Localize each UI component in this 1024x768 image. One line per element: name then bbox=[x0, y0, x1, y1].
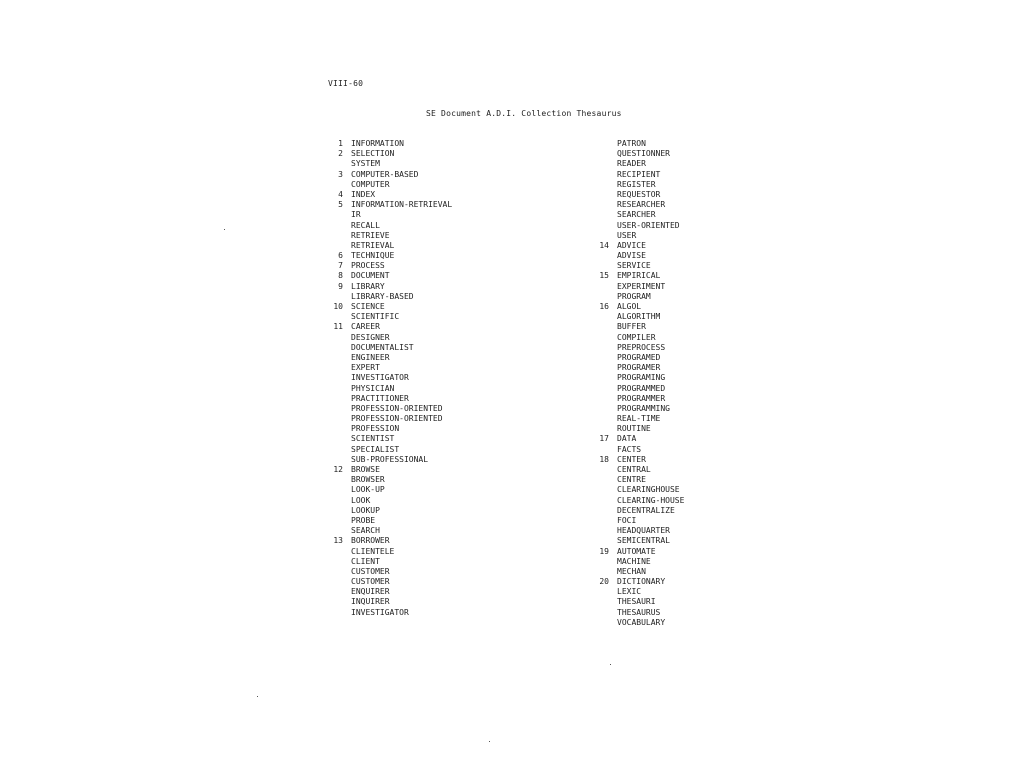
entry-term: PROCESS bbox=[351, 261, 385, 271]
entry-number: 1 bbox=[338, 139, 343, 148]
entry-term: BROWSER bbox=[351, 475, 385, 485]
thesaurus-entry bbox=[594, 506, 794, 516]
entry-term: READER bbox=[617, 159, 646, 169]
entry-term: ALGOL bbox=[617, 302, 642, 311]
thesaurus-entry bbox=[594, 221, 794, 231]
thesaurus-entry bbox=[328, 159, 528, 169]
entry-term: BUFFER bbox=[617, 322, 646, 332]
entry-term: RETRIEVAL bbox=[351, 240, 395, 250]
entry-term: SEMICENTRAL bbox=[617, 536, 670, 546]
entry-term: CUSTOMER bbox=[351, 577, 390, 587]
thesaurus-entry bbox=[594, 251, 794, 261]
entry-term: INQUIRER bbox=[351, 597, 390, 607]
thesaurus-entry bbox=[594, 322, 794, 332]
entry-term: THESAURI bbox=[617, 597, 656, 607]
entry-term: CENTER bbox=[617, 454, 646, 464]
entry-term: DICTIONARY bbox=[617, 577, 666, 587]
entry-term: LIBRARY-BASED bbox=[351, 291, 414, 301]
entry-term: PROGRAMED bbox=[617, 352, 661, 362]
thesaurus-entry bbox=[594, 292, 794, 302]
thesaurus-entry bbox=[328, 302, 528, 312]
thesaurus-entry bbox=[328, 424, 528, 434]
entry-term: REQUESTOR bbox=[617, 189, 661, 199]
thesaurus-entry bbox=[594, 282, 794, 292]
entry-term: SEARCHER bbox=[617, 210, 656, 220]
thesaurus-entry bbox=[594, 373, 794, 383]
thesaurus-entry bbox=[328, 567, 528, 577]
thesaurus-entry bbox=[594, 159, 794, 169]
scan-speck bbox=[489, 741, 490, 742]
entry-term: RECIPIENT bbox=[617, 169, 661, 179]
document-title: SE Document A.D.I. Collection Thesaurus bbox=[426, 109, 622, 118]
thesaurus-entry bbox=[594, 384, 794, 394]
thesaurus-entry bbox=[594, 608, 794, 618]
entry-term: CAREER bbox=[351, 322, 380, 332]
entry-term: CLEARING-HOUSE bbox=[617, 495, 685, 505]
entry-term: COMPUTER-BASED bbox=[351, 169, 419, 179]
entry-term: PROGRAMER bbox=[617, 363, 661, 373]
thesaurus-entry bbox=[594, 149, 794, 159]
thesaurus-entry bbox=[328, 526, 528, 536]
thesaurus-entry bbox=[328, 190, 528, 200]
entry-number: 10 bbox=[333, 302, 343, 311]
entry-number: 12 bbox=[333, 465, 343, 474]
entry-number: 14 bbox=[599, 240, 609, 250]
entry-term: PROGRAMING bbox=[617, 373, 666, 383]
thesaurus-entry bbox=[594, 434, 794, 444]
thesaurus-entry bbox=[328, 322, 528, 332]
thesaurus-entry bbox=[328, 180, 528, 190]
entry-term: USER bbox=[617, 230, 637, 240]
thesaurus-entry bbox=[594, 353, 794, 363]
entry-number: 17 bbox=[599, 434, 609, 444]
entry-term: ALGORITHM bbox=[617, 312, 661, 322]
thesaurus-entry bbox=[328, 363, 528, 373]
entry-term: AUTOMATE bbox=[617, 546, 656, 556]
entry-number: 3 bbox=[338, 169, 343, 179]
page-number: VIII-60 bbox=[328, 79, 364, 88]
thesaurus-entry bbox=[328, 353, 528, 363]
thesaurus-entry bbox=[328, 312, 528, 322]
thesaurus-entry bbox=[328, 139, 528, 149]
thesaurus-entry bbox=[594, 190, 794, 200]
entry-term: TECHNIQUE bbox=[351, 251, 395, 261]
entry-number: 11 bbox=[333, 322, 343, 332]
entry-term: HEADQUARTER bbox=[617, 526, 670, 536]
entry-term: SELECTION bbox=[351, 149, 395, 159]
entry-term: LEXIC bbox=[617, 587, 642, 597]
entry-term: THESAURUS bbox=[617, 607, 661, 617]
entry-term: CUSTOMER bbox=[351, 566, 390, 576]
entry-term: ENQUIRER bbox=[351, 587, 390, 597]
entry-term: VOCABULARY bbox=[617, 617, 666, 627]
entry-number: 20 bbox=[599, 577, 609, 587]
thesaurus-entry bbox=[328, 557, 528, 567]
thesaurus-entry bbox=[594, 445, 794, 455]
thesaurus-entry bbox=[328, 516, 528, 526]
thesaurus-entry bbox=[594, 414, 794, 424]
thesaurus-entry bbox=[594, 587, 794, 597]
entry-number: 13 bbox=[333, 536, 343, 546]
entry-term: LIBRARY bbox=[351, 281, 385, 291]
entry-term: SEARCH bbox=[351, 526, 380, 536]
thesaurus-entry bbox=[328, 241, 528, 251]
scan-speck bbox=[257, 696, 258, 697]
thesaurus-entry bbox=[594, 496, 794, 506]
thesaurus-entry bbox=[328, 475, 528, 485]
entry-number: 16 bbox=[599, 302, 609, 311]
entry-term: DOCUMENTALIST bbox=[351, 342, 414, 352]
thesaurus-entry bbox=[594, 200, 794, 210]
entry-term: COMPUTER bbox=[351, 179, 390, 189]
thesaurus-entry bbox=[594, 170, 794, 180]
entry-term: ROUTINE bbox=[617, 424, 651, 434]
thesaurus-entry bbox=[594, 475, 794, 485]
thesaurus-entry bbox=[594, 312, 794, 322]
thesaurus-entry bbox=[328, 271, 528, 281]
entry-number: 19 bbox=[599, 546, 609, 556]
entry-number: 6 bbox=[338, 251, 343, 261]
entry-number: 7 bbox=[338, 261, 343, 271]
thesaurus-entry bbox=[594, 485, 794, 495]
entry-term: USER-ORIENTED bbox=[617, 220, 680, 230]
thesaurus-entry bbox=[594, 424, 794, 434]
entry-term: QUESTIONNER bbox=[617, 149, 670, 159]
entry-term: REGISTER bbox=[617, 179, 656, 189]
thesaurus-entry bbox=[594, 394, 794, 404]
thesaurus-entry bbox=[594, 597, 794, 607]
entry-term: CENTRAL bbox=[617, 465, 651, 474]
thesaurus-entry bbox=[594, 577, 794, 587]
entry-term: LOOK-UP bbox=[351, 485, 385, 495]
thesaurus-entry bbox=[594, 465, 794, 475]
entry-term: INFORMATION-RETRIEVAL bbox=[351, 200, 453, 210]
thesaurus-entry bbox=[328, 210, 528, 220]
entry-term: ADVICE bbox=[617, 240, 646, 250]
entry-term: RECALL bbox=[351, 220, 380, 230]
thesaurus-left-column bbox=[328, 139, 528, 618]
entry-term: PHYSICIAN bbox=[351, 383, 395, 393]
entry-term: BORROWER bbox=[351, 536, 390, 546]
thesaurus-entry bbox=[328, 292, 528, 302]
entry-term: SCIENTIFIC bbox=[351, 312, 400, 322]
entry-term: MECHAN bbox=[617, 566, 646, 576]
thesaurus-entry bbox=[328, 414, 528, 424]
scan-speck bbox=[224, 229, 225, 230]
thesaurus-entry bbox=[328, 536, 528, 546]
thesaurus-entry bbox=[328, 506, 528, 516]
thesaurus-entry bbox=[594, 567, 794, 577]
entry-number: 4 bbox=[338, 189, 343, 199]
thesaurus-entry bbox=[594, 139, 794, 149]
thesaurus-entry bbox=[594, 241, 794, 251]
entry-term: DECENTRALIZE bbox=[617, 505, 675, 515]
thesaurus-entry bbox=[328, 170, 528, 180]
entry-term: CLEARINGHOUSE bbox=[617, 485, 680, 495]
scan-speck bbox=[610, 664, 611, 665]
thesaurus-entry bbox=[328, 373, 528, 383]
entry-number: 9 bbox=[338, 281, 343, 291]
entry-term: SCIENCE bbox=[351, 302, 385, 311]
entry-term: SYSTEM bbox=[351, 159, 380, 169]
thesaurus-entry bbox=[328, 445, 528, 455]
entry-term: PROGRAMMER bbox=[617, 393, 666, 403]
entry-term: DESIGNER bbox=[351, 332, 390, 342]
thesaurus-entry bbox=[594, 333, 794, 343]
thesaurus-entry bbox=[328, 434, 528, 444]
entry-term: PREPROCESS bbox=[617, 342, 666, 352]
thesaurus-entry bbox=[594, 261, 794, 271]
thesaurus-entry bbox=[594, 210, 794, 220]
thesaurus-entry bbox=[594, 271, 794, 281]
entry-term: COMPILER bbox=[617, 332, 656, 342]
thesaurus-entry bbox=[328, 547, 528, 557]
entry-term: EXPERIMENT bbox=[617, 281, 666, 291]
thesaurus-entry bbox=[328, 221, 528, 231]
thesaurus-entry bbox=[328, 404, 528, 414]
thesaurus-entry bbox=[328, 200, 528, 210]
thesaurus-entry bbox=[594, 618, 794, 628]
thesaurus-entry bbox=[594, 516, 794, 526]
entry-term: CLIENT bbox=[351, 556, 380, 566]
entry-term: DATA bbox=[617, 434, 637, 444]
thesaurus-entry bbox=[594, 343, 794, 353]
entry-term: SPECIALIST bbox=[351, 444, 400, 454]
entry-term: RESEARCHER bbox=[617, 200, 666, 210]
thesaurus-right-column bbox=[594, 139, 794, 628]
thesaurus-entry bbox=[328, 149, 528, 159]
entry-term: PROBE bbox=[351, 515, 376, 525]
thesaurus-entry bbox=[328, 394, 528, 404]
entry-term: DOCUMENT bbox=[351, 271, 390, 281]
entry-term: PRACTITIONER bbox=[351, 393, 409, 403]
thesaurus-entry bbox=[594, 455, 794, 465]
thesaurus-entry bbox=[328, 496, 528, 506]
thesaurus-entry bbox=[594, 302, 794, 312]
entry-term: IR bbox=[351, 210, 361, 220]
thesaurus-entry bbox=[594, 526, 794, 536]
entry-number: 15 bbox=[599, 271, 609, 281]
entry-term: PROGRAM bbox=[617, 291, 651, 301]
thesaurus-entry bbox=[328, 485, 528, 495]
thesaurus-entry bbox=[328, 231, 528, 241]
entry-term: CENTRE bbox=[617, 475, 646, 485]
entry-term: INDEX bbox=[351, 189, 376, 199]
thesaurus-entry bbox=[594, 404, 794, 414]
entry-term: INVESTIGATOR bbox=[351, 373, 409, 383]
entry-term: SUB-PROFESSIONAL bbox=[351, 454, 429, 464]
entry-term: BROWSE bbox=[351, 465, 380, 474]
thesaurus-entry bbox=[328, 577, 528, 587]
thesaurus-entry bbox=[328, 465, 528, 475]
entry-term: ADVISE bbox=[617, 251, 646, 261]
entry-term: PROGRAMMED bbox=[617, 383, 666, 393]
entry-term: CLIENTELE bbox=[351, 546, 395, 556]
thesaurus-entry bbox=[328, 333, 528, 343]
entry-term: PROFESSION-ORIENTED bbox=[351, 414, 443, 424]
thesaurus-entry bbox=[328, 343, 528, 353]
entry-term: REAL-TIME bbox=[617, 414, 661, 424]
thesaurus-entry bbox=[594, 547, 794, 557]
thesaurus-entry bbox=[594, 536, 794, 546]
thesaurus-entry bbox=[594, 231, 794, 241]
thesaurus-entry bbox=[594, 180, 794, 190]
entry-term: MACHINE bbox=[617, 556, 651, 566]
thesaurus-entry bbox=[328, 455, 528, 465]
entry-term: PROFESSION bbox=[351, 424, 400, 434]
entry-term: SERVICE bbox=[617, 261, 651, 271]
entry-term: SCIENTIST bbox=[351, 434, 395, 444]
thesaurus-entry bbox=[328, 597, 528, 607]
entry-term: LOOKUP bbox=[351, 505, 380, 515]
entry-number: 18 bbox=[599, 454, 609, 464]
entry-number: 8 bbox=[338, 271, 343, 281]
thesaurus-entry bbox=[328, 261, 528, 271]
entry-term: RETRIEVE bbox=[351, 230, 390, 240]
entry-term: FACTS bbox=[617, 444, 642, 454]
entry-term: PROFESSION-ORIENTED bbox=[351, 403, 443, 413]
entry-number: 2 bbox=[338, 149, 343, 159]
entry-number: 5 bbox=[338, 200, 343, 210]
entry-term: PATRON bbox=[617, 139, 646, 148]
entry-term: ENGINEER bbox=[351, 352, 390, 362]
thesaurus-entry bbox=[328, 608, 528, 618]
thesaurus-entry bbox=[328, 384, 528, 394]
thesaurus-entry bbox=[594, 363, 794, 373]
thesaurus-entry bbox=[328, 587, 528, 597]
entry-term: EMPIRICAL bbox=[617, 271, 661, 281]
entry-term: PROGRAMMING bbox=[617, 403, 670, 413]
thesaurus-entry bbox=[594, 557, 794, 567]
entry-term: LOOK bbox=[351, 495, 371, 505]
entry-term: INFORMATION bbox=[351, 139, 404, 148]
thesaurus-entry bbox=[328, 251, 528, 261]
thesaurus-entry bbox=[328, 282, 528, 292]
entry-term: INVESTIGATOR bbox=[351, 607, 409, 617]
entry-term: FOCI bbox=[617, 515, 637, 525]
entry-term: EXPERT bbox=[351, 363, 380, 373]
